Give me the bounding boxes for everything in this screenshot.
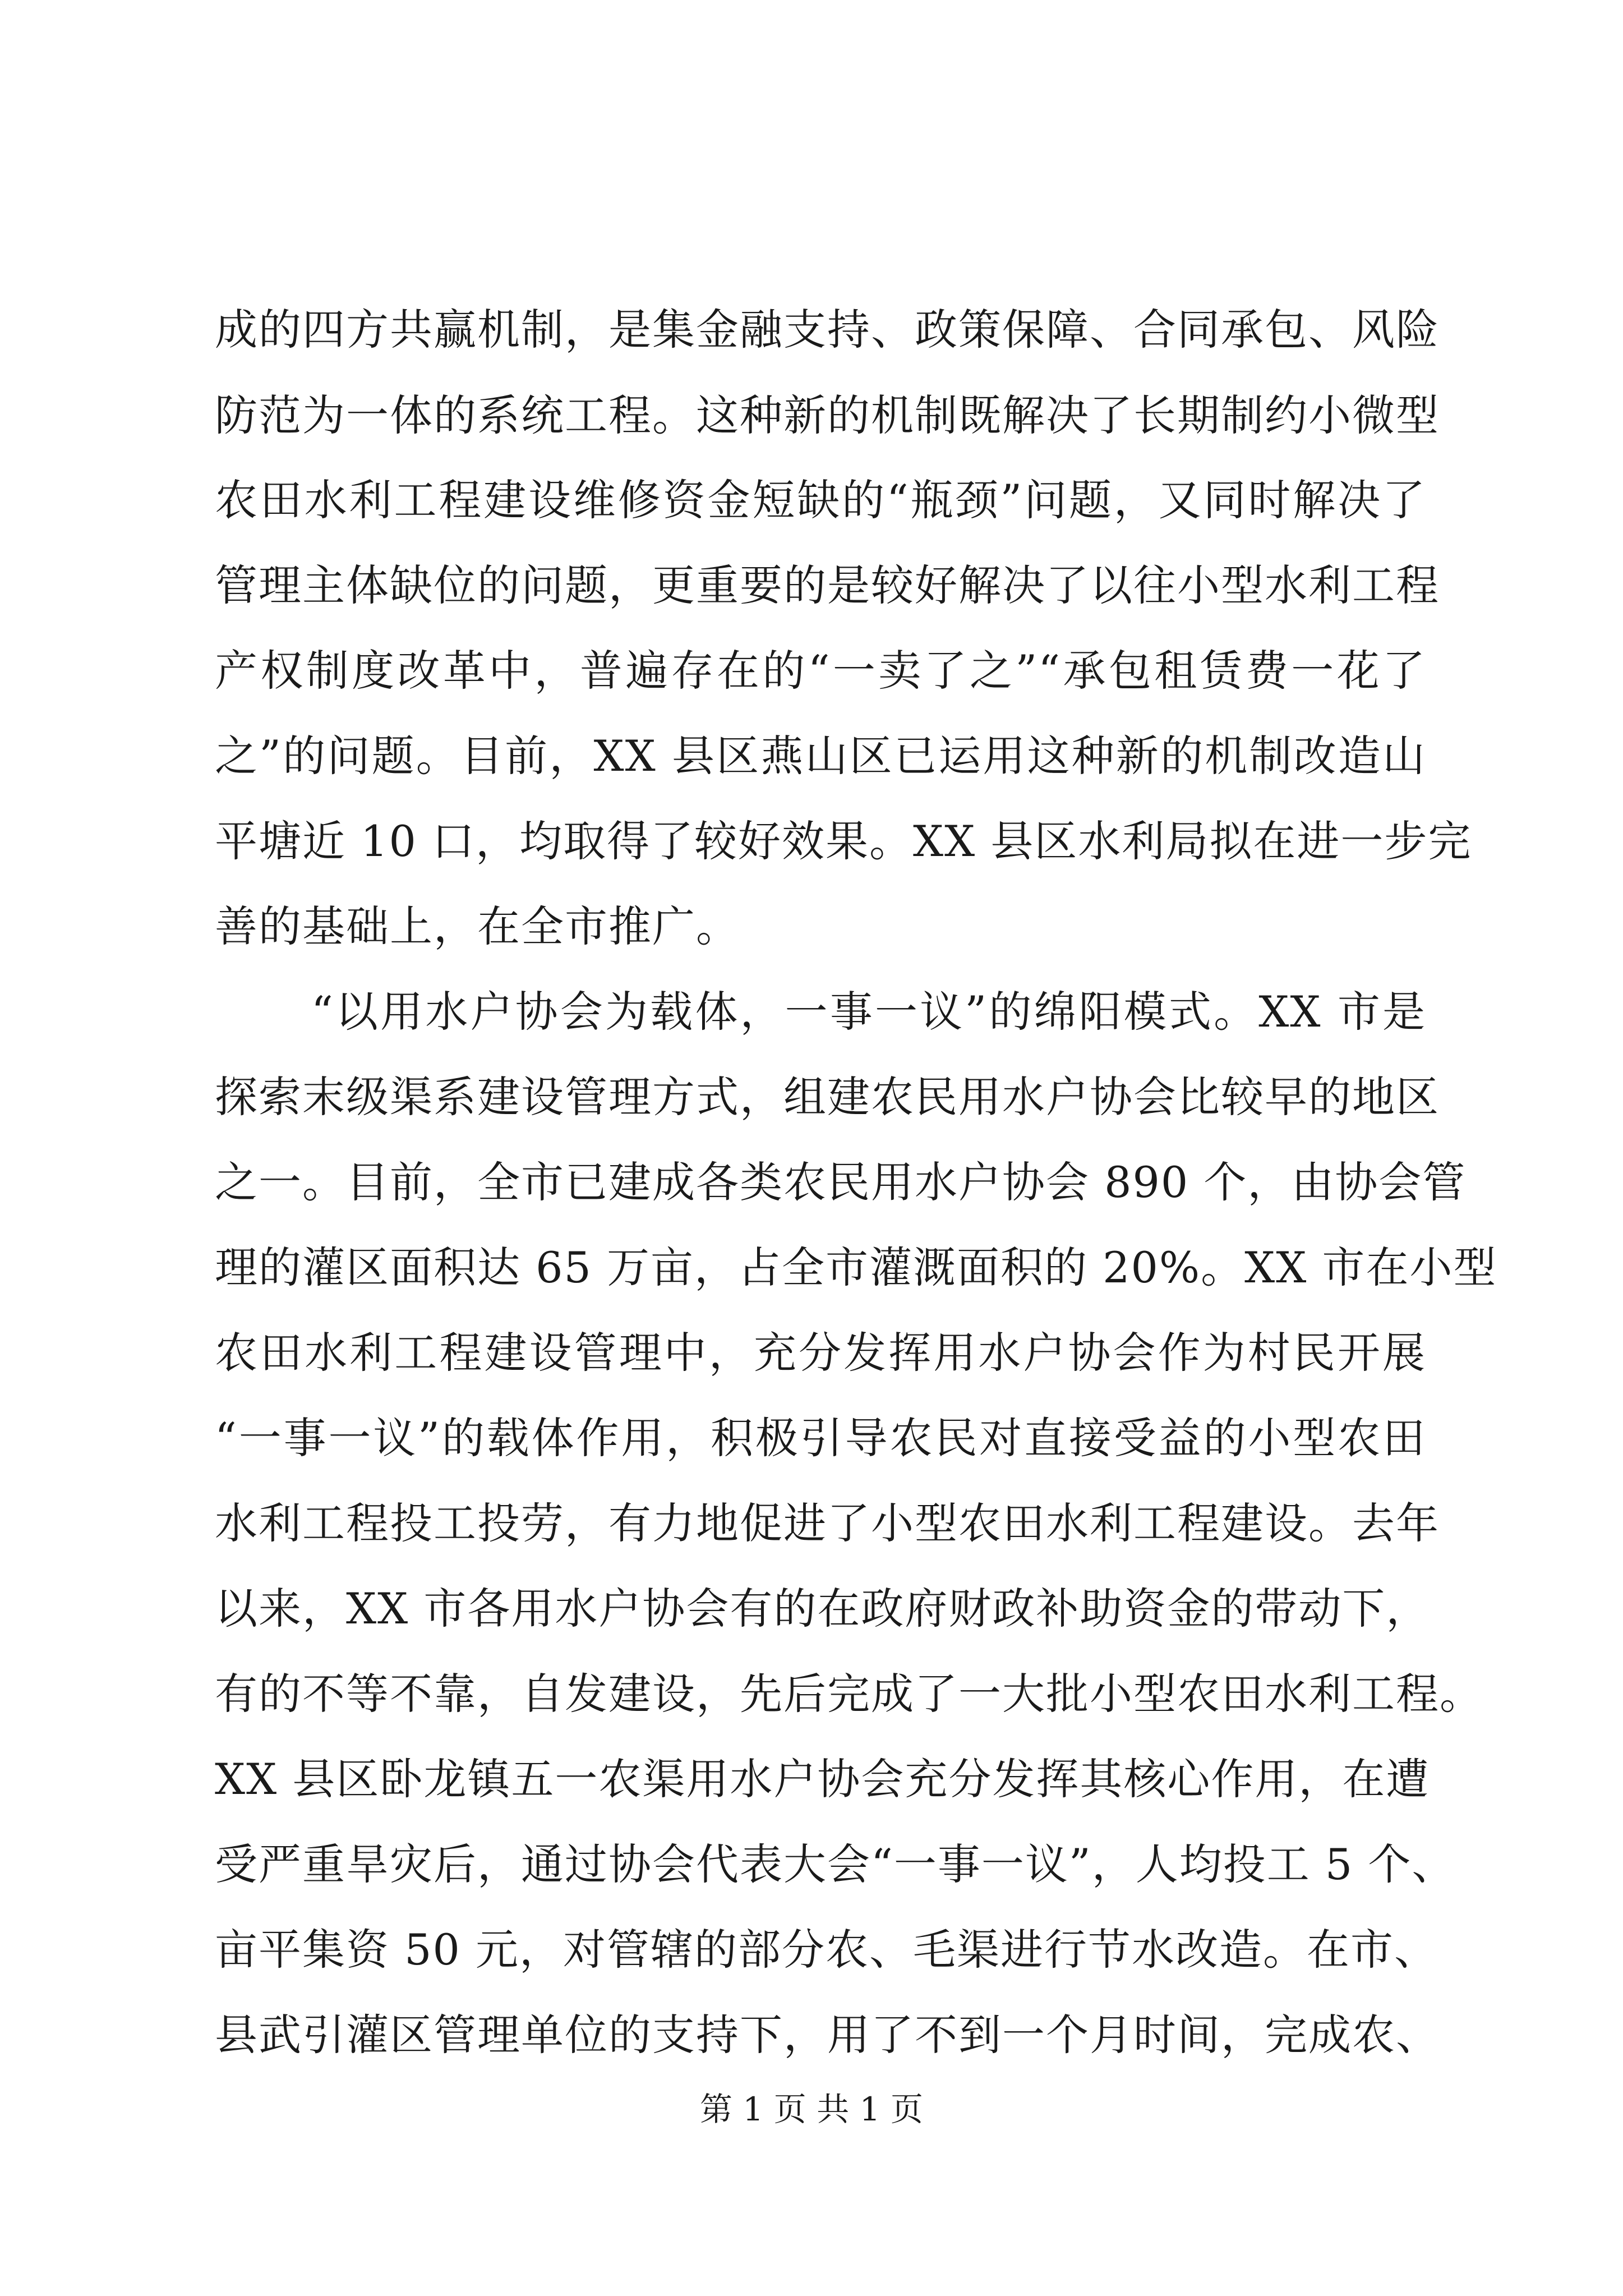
text-line: 成的四方共赢机制，是集金融支持、政策保障、合同承包、风险 <box>215 305 1440 355</box>
text-line: 之一。目前，全市已建成各类农民用水户协会 890 个，由协会管 <box>215 1157 1467 1207</box>
text-line: 有的不等不靠，自发建设，先后完成了一大批小型农田水利工程。 <box>215 1669 1483 1719</box>
text-line: XX 县区卧龙镇五一农渠用水户协会充分发挥其核心作用，在遭 <box>215 1754 1430 1804</box>
text-line: 县武引灌区管理单位的支持下，用了不到一个月时间，完成农、 <box>215 2010 1440 2060</box>
text-line: 农田水利工程建设维修资金短缺的“瓶颈”问题，又同时解决了 <box>215 475 1426 525</box>
text-line: 平塘近 10 口，均取得了较好效果。XX 县区水利局拟在进一步完 <box>215 816 1472 866</box>
paragraph-first-line: “以用水户协会为载体，一事一议”的绵阳模式。XX 市是 <box>311 987 1426 1037</box>
page-footer: 第 1 页 共 1 页 <box>700 2090 923 2128</box>
text-line: 水利工程投工投劳，有力地促进了小型农田水利工程建设。去年 <box>215 1498 1440 1548</box>
text-line: 农田水利工程建设管理中，充分发挥用水户协会作为村民开展 <box>215 1328 1426 1378</box>
text-line: 善的基础上，在全市推广。 <box>215 901 740 951</box>
text-line: 管理主体缺位的问题，更重要的是较好解决了以往小型水利工程 <box>215 560 1440 610</box>
text-line: “一事一议”的载体作用，积极引导农民对直接受益的小型农田 <box>215 1413 1426 1463</box>
text-line: 之”的问题。目前，XX 县区燕山区已运用这种新的机制改造山 <box>215 731 1426 781</box>
text-line: 亩平集资 50 元，对管辖的部分农、毛渠进行节水改造。在市、 <box>215 1925 1438 1975</box>
text-line: 产权制度改革中，普遍存在的“一卖了之”“承包租赁费一花了 <box>215 646 1426 696</box>
text-line: 防范为一体的系统工程。这种新的机制既解决了长期制约小微型 <box>215 390 1440 440</box>
text-line: 理的灌区面积达 65 万亩，占全市灌溉面积的 20%。XX 市在小型 <box>215 1243 1497 1292</box>
text-line: 探索末级渠系建设管理方式，组建农民用水户协会比较早的地区 <box>215 1072 1440 1122</box>
text-line: 受严重旱灾后，通过协会代表大会“一事一议”，人均投工 5 个、 <box>215 1839 1456 1889</box>
text-line: 以来，XX 市各用水户协会有的在政府财政补助资金的带动下， <box>215 1584 1430 1634</box>
